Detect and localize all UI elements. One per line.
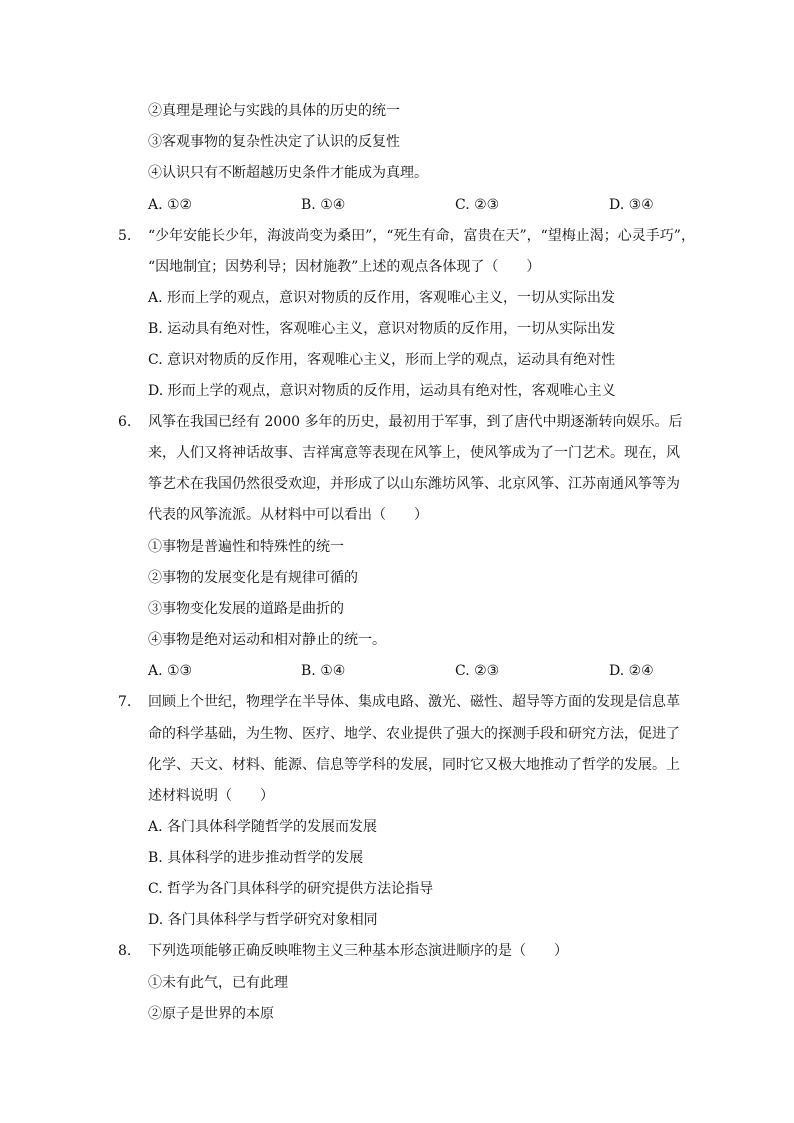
q7-option-b: B. 具体科学的进步推动哲学的发展 bbox=[148, 850, 364, 866]
q8-number: 8. bbox=[118, 943, 132, 959]
q6-option-b: B. ①④ bbox=[301, 663, 346, 679]
q7-option-a: A. 各门具体科学随哲学的发展而发展 bbox=[148, 819, 378, 835]
q6-stem-line-2: 来，人们又将神话故事、吉祥寓意等表现在风筝上，使风筝成为了一门艺术。现在，风 bbox=[148, 445, 680, 461]
q5-option-a: A. 形而上学的观点，意识对物质的反作用，客观唯心主义，一切从实际出发 bbox=[148, 290, 616, 306]
q8-item-1: ①未有此气，已有此理 bbox=[148, 975, 288, 991]
q7-stem-line-3: 化学、天文、材料、能源、信息等学科的发展，同时它又极大地推动了哲学的发展。上 bbox=[148, 757, 680, 773]
q5-option-b: B. 运动具有绝对性，客观唯心主义，意识对物质的反作用，一切从实际出发 bbox=[148, 321, 616, 337]
q6-option-a: A. ①③ bbox=[148, 663, 193, 679]
q6-item-4: ④事物是绝对运动和相对静止的统一。 bbox=[148, 632, 386, 648]
q8-stem-line-1: 下列选项能够正确反映唯物主义三种基本形态演进顺序的是（ ） bbox=[148, 943, 568, 959]
q6-stem-line-3: 筝艺术在我国仍然很受欢迎，并形成了以山东潍坊风筝、北京风筝、江苏南通风筝等为 bbox=[148, 476, 680, 492]
q7-option-d: D. 各门具体科学与哲学研究对象相同 bbox=[148, 912, 378, 928]
q7-stem-line-4: 述材料说明（ ） bbox=[148, 788, 274, 804]
q4-option-b: B. ①④ bbox=[301, 197, 346, 213]
q6-options bbox=[148, 661, 678, 681]
q6-option-d: D. ②④ bbox=[609, 663, 654, 679]
q5-stem-line-2: “因地制宜；因势利导；因材施教”上述的观点各体现了（ ） bbox=[148, 259, 541, 275]
q7-number: 7. bbox=[118, 694, 132, 710]
q4-item-3: ③客观事物的复杂性决定了认识的反复性 bbox=[148, 134, 400, 150]
q4-options bbox=[148, 195, 678, 215]
q6-number: 6. bbox=[118, 414, 132, 430]
q6-stem-line-1: 风筝在我国已经有 2000 多年的历史，最初用于军事，到了唐代中期逐渐转向娱乐。后 bbox=[148, 414, 683, 430]
q6-item-3: ③事物变化发展的道路是曲折的 bbox=[148, 601, 344, 617]
q4-option-c: C. ②③ bbox=[455, 197, 500, 213]
q7-stem-line-2: 命的科学基础，为生物、医疗、地学、农业提供了强大的探测手段和研究方法，促进了 bbox=[148, 726, 680, 742]
q5-option-c: C. 意识对物质的反作用，客观唯心主义，形而上学的观点，运动具有绝对性 bbox=[148, 352, 616, 368]
q4-item-4: ④认识只有不断超越历史条件才能成为真理。 bbox=[148, 165, 428, 181]
q5-option-d: D. 形而上学的观点，意识对物质的反作用，运动具有绝对性，客观唯心主义 bbox=[148, 383, 616, 399]
q5-number: 5. bbox=[118, 228, 132, 244]
q7-stem-line-1: 回顾上个世纪，物理学在半导体、集成电路、激光、磁性、超导等方面的发现是信息革 bbox=[148, 694, 680, 710]
q4-item-2: ②真理是理论与实践的具体的历史的统一 bbox=[148, 103, 400, 119]
q7-option-c: C. 哲学为各门具体科学的研究提供方法论指导 bbox=[148, 881, 434, 897]
q6-item-1: ①事物是普遍性和特殊性的统一 bbox=[148, 539, 344, 555]
q4-option-a: A. ①② bbox=[148, 197, 193, 213]
q4-option-d: D. ③④ bbox=[609, 197, 654, 213]
q6-item-2: ②事物的发展变化是有规律可循的 bbox=[148, 570, 358, 586]
q6-option-c: C. ②③ bbox=[455, 663, 500, 679]
q6-stem-line-4: 代表的风筝流派。从材料中可以看出（ ） bbox=[148, 507, 428, 523]
q5-stem-line-1: “少年安能长少年，海波尚变为桑田”，“死生有命，富贵在天”，“望梅止渴；心灵手巧”， bbox=[148, 228, 695, 244]
q8-item-2: ②原子是世界的本原 bbox=[148, 1006, 274, 1022]
